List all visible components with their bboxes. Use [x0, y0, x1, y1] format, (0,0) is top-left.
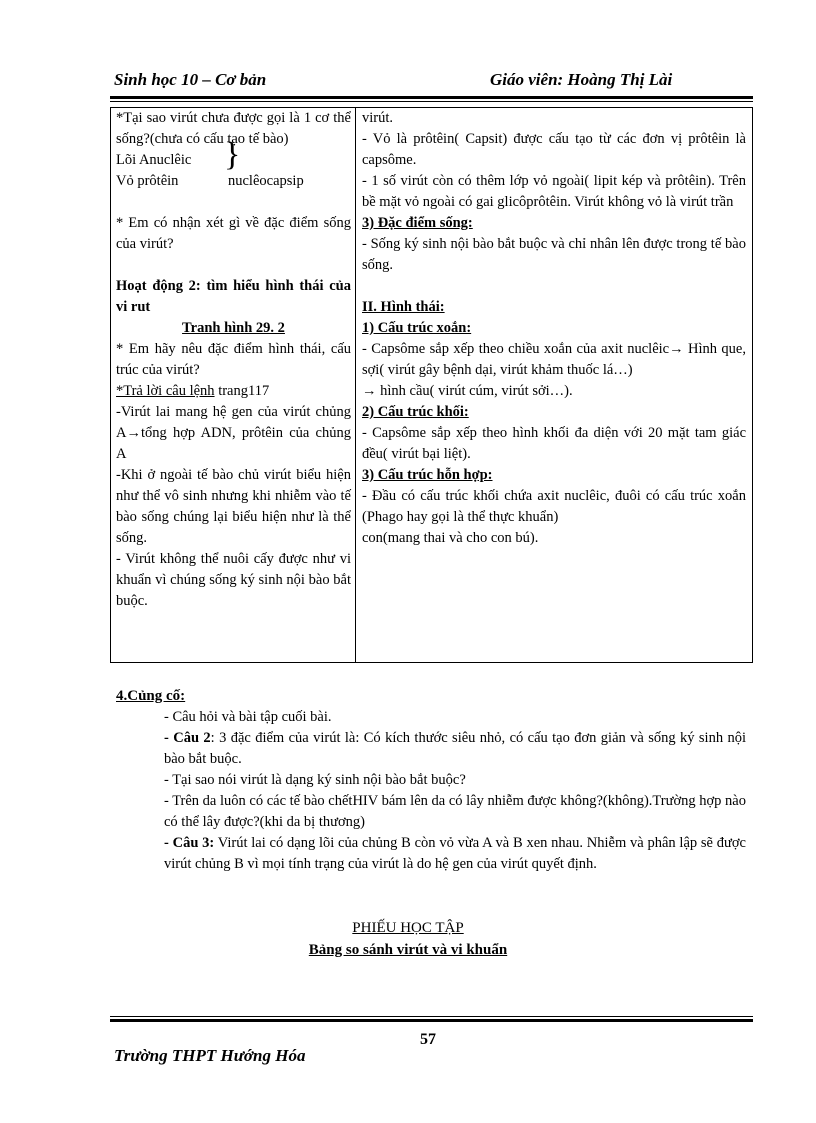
- header-rule-thin: [110, 101, 753, 102]
- heading-morphology: II. Hình thái:: [362, 299, 445, 315]
- footer-school: Trường THPT Hướng Hóa: [114, 1046, 306, 1065]
- answer-prompt: [116, 381, 351, 402]
- consolidation-line-4: - Trên da luôn có các tế bào chếtHIV bám lên da có lây nhiễm được không?(không).Trường hợp nào có thể lây được?(khi da bị thương): [164, 793, 746, 830]
- right-parasite: - Sống ký sinh nội bào bắt buộc và chỉ nhân lên được trong tế bào sống.: [362, 236, 746, 273]
- page-number: 57: [420, 1031, 436, 1048]
- consolidation-line-3: - Tại sao nói virút là dạng ký sinh nội bào bắt buộc?: [164, 772, 466, 788]
- heading-cubic: 2) Cấu trúc khối:: [362, 404, 469, 420]
- core-label: Lõi Anuclêic: [116, 152, 192, 168]
- capsid-label: [116, 171, 351, 192]
- question-3-dash: -: [164, 835, 173, 851]
- right-spherical: → hình cầu( virút cúm, virút sởi…).: [362, 383, 573, 399]
- right-cubic: - Capsôme sắp xếp theo hình khối đa diện với 20 mặt tam giác đều( virút bại liệt).: [362, 425, 746, 462]
- header-teacher: Giáo viên: Hoàng Thị Lài: [490, 70, 673, 89]
- worksheet-subtitle: Bảng so sánh virút và vi khuẩn: [308, 942, 508, 958]
- consolidation-line-2: [116, 728, 746, 770]
- question-3-label: Câu 3:: [172, 835, 215, 851]
- heading-helical: 1) Cấu trúc xoắn:: [362, 320, 472, 336]
- worksheet-title: PHIẾU HỌC TẬP: [352, 920, 464, 936]
- answer-hybrid-virus: -Virút lai mang hệ gen của virút chủng A→tổng hợp ADN, prôtêin của chủng A: [116, 404, 351, 462]
- question-life-features: * Em có nhận xét gì về đặc điểm sống của virút?: [116, 215, 351, 252]
- right-helical: - Capsôme sắp xếp theo chiều xoắn của axit nuclêic→ Hình que, sợi( virút gây bệnh dại, virút khảm thuốc lá…): [362, 341, 746, 378]
- question-3-text: Virút lai có dạng lõi của chủng B còn vỏ vừa A và B xen nhau. Nhiễm và phân lập sẽ được virút chủng B vì mọi tính trạng của virút là do hệ gen của virút quyết định.: [164, 835, 746, 872]
- consolidation-line-1: - Câu hỏi và bài tập cuối bài.: [164, 709, 332, 725]
- activity-2-title: Hoạt động 2: tìm hiểu hình thái của vi rut: [116, 278, 351, 315]
- header-subject: Sinh học 10 – Cơ bản: [114, 70, 267, 89]
- answer-prompt-label: *Trả lời câu lệnh: [116, 383, 215, 399]
- right-envelope: - 1 số virút còn có thêm lớp vỏ ngoài( lipit kép và prôtêin). Trên bề mặt vỏ ngoài có gai glicôprôtêin. Virút không vỏ là virút trần: [362, 173, 746, 210]
- right-capsid: - Vỏ là prôtêin( Capsit) được cấu tạo từ các đơn vị prôtêin là capsôme.: [362, 131, 746, 168]
- question-2-label-text: Câu 2: [173, 730, 211, 746]
- nucleocapsid-label: nuclêocapsip: [228, 173, 304, 189]
- question-2-text: : 3 đặc điểm của virút là: Có kích thước siêu nhỏ, có cấu tạo đơn giản và sống ký sinh nội bào bắt buộc.: [164, 730, 746, 767]
- answer-prompt-page: trang117: [214, 383, 270, 399]
- heading-life-features: 3) Đặc điểm sống:: [362, 215, 473, 231]
- teacher-activity-column: [116, 108, 351, 612]
- footer-rule-thin: [110, 1016, 753, 1017]
- consolidation-title: 4.Củng cố:: [116, 688, 186, 704]
- footer-rule-thick: [110, 1019, 753, 1022]
- question-morphology: * Em hãy nêu đặc điểm hình thái, cấu trúc của virút?: [116, 341, 351, 378]
- consolidation-line-5: [116, 833, 746, 875]
- heading-mixed: 3) Cấu trúc hỗn hợp:: [362, 467, 493, 483]
- right-mixed: - Đầu có cấu trúc khối chứa axit nuclêic, đuôi có cấu trúc xoắn (Phago hay gọi là thể thực khuẩn): [362, 488, 746, 525]
- table-column-divider: [355, 107, 356, 663]
- brace-symbol: }: [224, 136, 241, 173]
- header-rule-thick: [110, 96, 753, 99]
- capsid-shell-label: Vỏ prôtêin: [116, 173, 179, 189]
- consolidation-section: [116, 686, 746, 875]
- question-why-not-living: *Tại sao virút chưa được gọi là 1 cơ thể sống?(chưa có cấu tạo tế bào): [116, 110, 351, 147]
- virus-structure-group: [116, 136, 351, 192]
- right-line-virut: virút.: [362, 110, 394, 126]
- answer-no-culture: - Virút không thể nuôi cấy được như vi khuẩn vì chúng sống ký sinh nội bào bắt buộc.: [116, 551, 351, 609]
- figure-reference: Tranh hình 29. 2: [182, 320, 285, 336]
- question-2-label: -: [164, 730, 174, 746]
- right-pregnancy: con(mang thai và cho con bú).: [362, 530, 539, 546]
- content-column: [362, 108, 746, 549]
- answer-outside-host: -Khi ở ngoài tế bào chủ virút biểu hiện như thể vô sinh nhưng khi nhiễm vào tế bào sống chúng lại biểu hiện như là thể sống.: [116, 467, 351, 546]
